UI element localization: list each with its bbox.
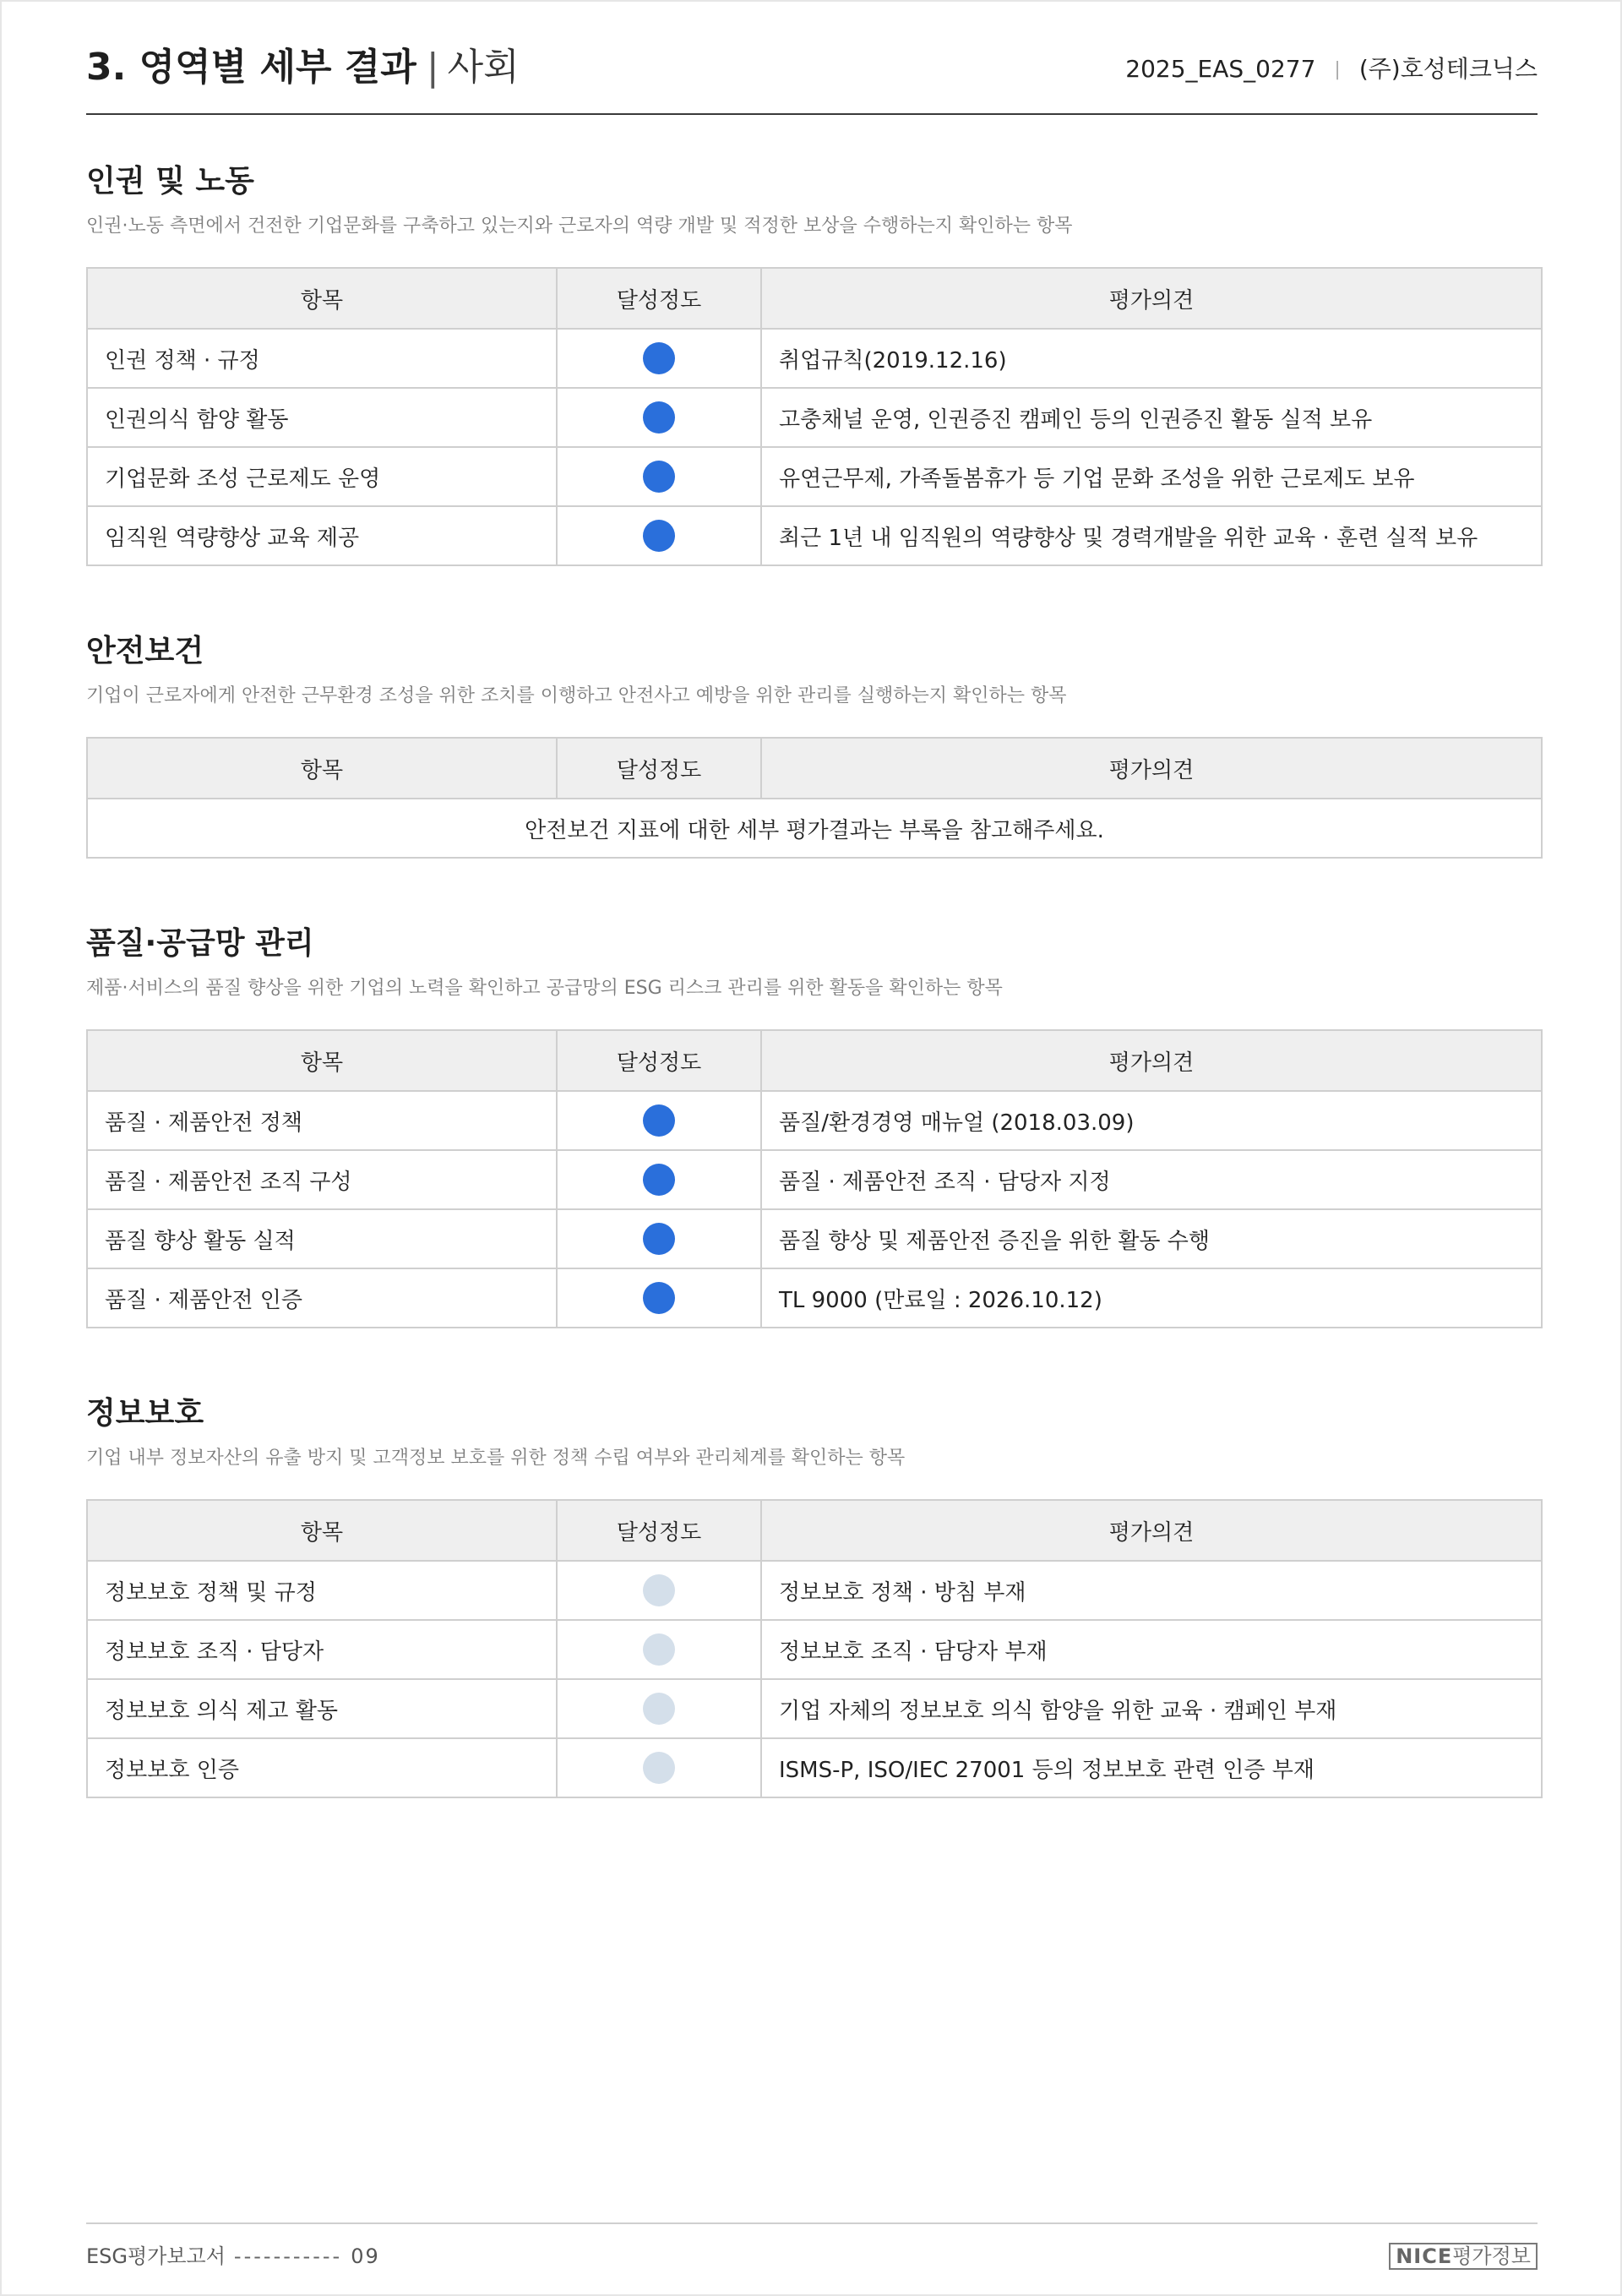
row-level (557, 1679, 761, 1738)
table-row (87, 1738, 1542, 1797)
row-item: 기업문화 조성 근로제도 운영 (87, 447, 557, 506)
row-opinion: 기업 자체의 정보보호 의식 함양을 위한 교육 · 캠페인 부재 (761, 1679, 1542, 1738)
section-description: 제품·서비스의 품질 향상을 위한 기업의 노력을 확인하고 공급망의 ESG 리스크 관리를 위한 활동을 확인하는 항목 (86, 978, 1003, 999)
row-level (557, 1268, 761, 1328)
table-row (87, 447, 1542, 506)
row-opinion: 고충채널 운영, 인권증진 캠페인 등의 인권증진 활동 실적 보유 (761, 388, 1542, 447)
header-opinion: 평가의견 (761, 738, 1542, 799)
achieved-dot-icon (643, 1223, 675, 1255)
title-separator: | (426, 46, 439, 89)
row-opinion: 유연근무제, 가족돌봄휴가 등 기업 문화 조성을 위한 근로제도 보유 (761, 447, 1542, 506)
page-header (86, 44, 1538, 115)
header-item: 항목 (87, 1030, 557, 1091)
header-level: 달성정도 (557, 738, 761, 799)
row-item: 품질 · 제품안전 조직 구성 (87, 1150, 557, 1209)
section-title: 정보보호 (86, 1396, 204, 1431)
row-opinion: 품질/환경경영 매뉴얼 (2018.03.09) (761, 1091, 1542, 1150)
table-header-row (87, 738, 1542, 799)
achieved-dot-icon (643, 1282, 675, 1314)
header-opinion: 평가의견 (761, 268, 1542, 329)
achieved-dot-icon (643, 401, 675, 434)
table-row (87, 1561, 1542, 1620)
header-item: 항목 (87, 1500, 557, 1561)
row-level (557, 1209, 761, 1268)
table-row (87, 1679, 1542, 1738)
row-opinion: 품질 향상 및 제품안전 증진을 위한 활동 수행 (761, 1209, 1542, 1268)
row-level (557, 1091, 761, 1150)
not-achieved-dot-icon (643, 1752, 675, 1784)
table-header-row (87, 268, 1542, 329)
row-opinion: 최근 1년 내 임직원의 역량향상 및 경력개발을 위한 교육 · 훈련 실적 보유 (761, 506, 1542, 565)
not-achieved-dot-icon (643, 1693, 675, 1725)
footer-report-name: ESG평가보고서 (86, 2244, 226, 2268)
title-main: 3. 영역별 세부 결과 (86, 46, 416, 89)
row-level (557, 1620, 761, 1679)
row-item: 품질 · 제품안전 인증 (87, 1268, 557, 1328)
table-header-row (87, 1030, 1542, 1091)
section-safety-health (86, 632, 1541, 843)
table-row (87, 1209, 1542, 1268)
header-level: 달성정도 (557, 1030, 761, 1091)
section-human-rights (86, 162, 1541, 551)
table-row (87, 799, 1542, 858)
row-opinion: 정보보호 조직 · 담당자 부재 (761, 1620, 1542, 1679)
table-row (87, 506, 1542, 565)
result-table (86, 267, 1543, 566)
achieved-dot-icon (643, 342, 675, 374)
section-quality-supply-chain (86, 924, 1541, 1313)
row-item: 인권의식 함양 활동 (87, 388, 557, 447)
nice-logo (1389, 2243, 1538, 2270)
header-meta (1125, 54, 1538, 85)
table-header-row (87, 1500, 1542, 1561)
section-title: 품질·공급망 관리 (86, 926, 314, 961)
row-opinion: 품질 · 제품안전 조직 · 담당자 지정 (761, 1150, 1542, 1209)
section-title: 인권 및 노동 (86, 164, 254, 199)
report-id: 2025_EAS_0277 (1125, 55, 1316, 83)
table-row (87, 1268, 1542, 1328)
row-item: 정보보호 의식 제고 활동 (87, 1679, 557, 1738)
section-description: 기업 내부 정보자산의 유출 방지 및 고객정보 보호를 위한 정책 수립 여부와 관리체계를 확인하는 항목 (86, 1448, 906, 1469)
company-name: (주)호성테크닉스 (1358, 55, 1538, 83)
row-level (557, 1738, 761, 1797)
header-opinion: 평가의견 (761, 1030, 1542, 1091)
row-item: 정보보호 정책 및 규정 (87, 1561, 557, 1620)
meta-divider: | (1334, 59, 1341, 80)
achieved-dot-icon (643, 461, 675, 493)
table-row (87, 329, 1542, 388)
appendix-notice: 안전보건 지표에 대한 세부 평가결과는 부록을 참고해주세요. (87, 799, 1542, 858)
table-row (87, 1091, 1542, 1150)
row-item: 품질 향상 활동 실적 (87, 1209, 557, 1268)
header-item: 항목 (87, 738, 557, 799)
result-table (86, 737, 1543, 859)
page-title (86, 44, 520, 91)
row-level (557, 447, 761, 506)
row-opinion: 취업규칙(2019.12.16) (761, 329, 1542, 388)
row-item: 정보보호 인증 (87, 1738, 557, 1797)
section-title: 안전보건 (86, 634, 204, 668)
section-description: 인권·노동 측면에서 건전한 기업문화를 구축하고 있는지와 근로자의 역량 개발 및 적정한 보상을 수행하는지 확인하는 항목 (86, 215, 1073, 237)
achieved-dot-icon (643, 1164, 675, 1196)
logo-suffix: 평가정보 (1452, 2244, 1531, 2268)
footer-page-label (86, 2243, 380, 2270)
table-row (87, 388, 1542, 447)
title-subtitle: 사회 (447, 46, 520, 89)
table-row (87, 1620, 1542, 1679)
row-level (557, 506, 761, 565)
row-item: 인권 정책 · 규정 (87, 329, 557, 388)
row-item: 정보보호 조직 · 담당자 (87, 1620, 557, 1679)
header-item: 항목 (87, 268, 557, 329)
footer-dashes: ----------- (233, 2244, 343, 2268)
row-level (557, 329, 761, 388)
achieved-dot-icon (643, 1104, 675, 1137)
header-level: 달성정도 (557, 1500, 761, 1561)
header-level: 달성정도 (557, 268, 761, 329)
footer-divider (86, 2222, 1538, 2224)
logo-brand: NICE (1396, 2244, 1453, 2268)
row-level (557, 388, 761, 447)
row-item: 품질 · 제품안전 정책 (87, 1091, 557, 1150)
row-opinion: 정보보호 정책 · 방침 부재 (761, 1561, 1542, 1620)
not-achieved-dot-icon (643, 1574, 675, 1606)
section-information-security (86, 1394, 1541, 1783)
page-number: 09 (351, 2244, 380, 2268)
table-row (87, 1150, 1542, 1209)
row-item: 임직원 역량향상 교육 제공 (87, 506, 557, 565)
row-level (557, 1150, 761, 1209)
row-opinion: ISMS-P, ISO/IEC 27001 등의 정보보호 관련 인증 부재 (761, 1738, 1542, 1797)
header-opinion: 평가의견 (761, 1500, 1542, 1561)
section-description: 기업이 근로자에게 안전한 근무환경 조성을 위한 조치를 이행하고 안전사고 예방을 위한 관리를 실행하는지 확인하는 항목 (86, 685, 1067, 706)
result-table (86, 1499, 1543, 1798)
row-opinion: TL 9000 (만료일 : 2026.10.12) (761, 1268, 1542, 1328)
result-table (86, 1029, 1543, 1328)
row-level (557, 1561, 761, 1620)
not-achieved-dot-icon (643, 1633, 675, 1666)
achieved-dot-icon (643, 520, 675, 552)
